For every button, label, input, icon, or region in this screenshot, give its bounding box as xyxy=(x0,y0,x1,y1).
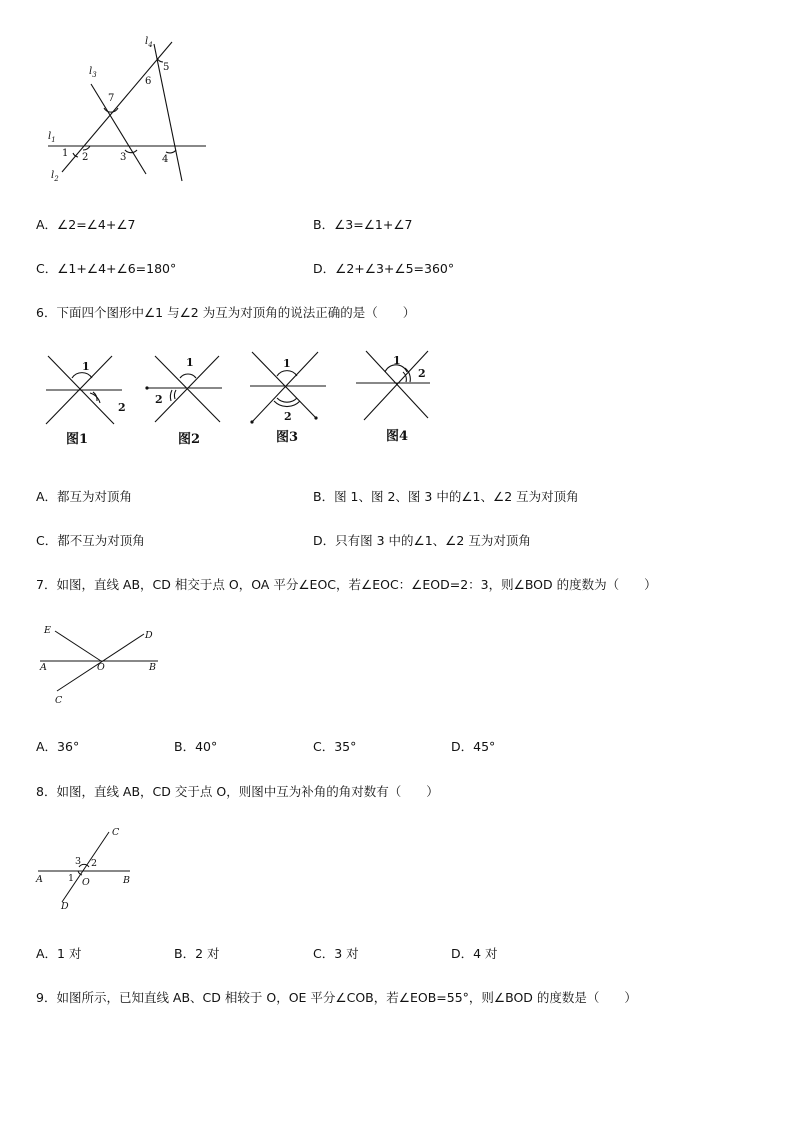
q8-option-b: B．2 对 xyxy=(174,946,220,961)
q5-option-c: C．∠1+∠4+∠6=180° xyxy=(36,261,177,276)
angle-label-3: 3 xyxy=(120,152,127,163)
q9-stem: 9．如图所示，已知直线 AB、CD 相较于 O，OE 平分∠COB，若∠EOB=55°，则∠BOD 的度数是（ ） xyxy=(36,990,637,1005)
label-a: A xyxy=(36,874,43,885)
label-a: A xyxy=(40,662,47,673)
fig3-angle-1: 1 xyxy=(283,357,291,370)
fig1-angle-2: 2 xyxy=(118,401,126,414)
label-l3: $l_3$ xyxy=(89,66,97,79)
q8-option-d: D．4 对 xyxy=(451,946,498,961)
q6-option-b: B．图 1、图 2、图 3 中的∠1、∠2 互为对顶角 xyxy=(313,489,579,504)
q5-option-a: A．∠2=∠4+∠7 xyxy=(36,217,136,232)
fig1-caption: 图1 xyxy=(66,432,89,447)
fig2-caption: 图2 xyxy=(178,432,201,447)
q7-option-b: B．40° xyxy=(174,739,218,754)
q8-stem: 8．如图，直线 AB，CD 交于点 O，则图中互为补角的角对数有（ ） xyxy=(36,784,439,799)
q8-option-a: A．1 对 xyxy=(36,946,82,961)
fig4-angle-1: 1 xyxy=(393,354,401,367)
q7-option-a: A．36° xyxy=(36,739,80,754)
fig2-angle-1: 1 xyxy=(186,356,194,369)
fig3-angle-2: 2 xyxy=(284,410,292,423)
fig3-caption: 图3 xyxy=(276,430,299,445)
angle-label-4: 4 xyxy=(162,154,169,165)
angle-label-6: 6 xyxy=(145,76,152,87)
label-e: E xyxy=(44,625,51,636)
label-l1: $l_1$ xyxy=(48,131,56,144)
angle-label-1: 1 xyxy=(62,148,69,159)
q6-option-c: C．都不互为对顶角 xyxy=(36,533,145,548)
fig1-angle-1: 1 xyxy=(82,360,90,373)
angle-label-1: 1 xyxy=(68,873,75,884)
fig2-angle-2: 2 xyxy=(155,393,163,406)
angle-label-2: 2 xyxy=(91,858,98,869)
label-c: C xyxy=(55,695,63,706)
fig4-caption: 图4 xyxy=(386,429,409,444)
fig4-angle-2: 2 xyxy=(418,367,426,380)
angle-label-5: 5 xyxy=(163,62,170,73)
label-b: B xyxy=(123,875,130,886)
q6-option-a: A．都互为对顶角 xyxy=(36,489,133,504)
q6-option-d: D．只有图 3 中的∠1、∠2 互为对顶角 xyxy=(313,533,531,548)
q7-option-c: C．35° xyxy=(313,739,357,754)
angle-label-2: 2 xyxy=(82,152,89,163)
q7-stem: 7．如图，直线 AB，CD 相交于点 O，OA 平分∠EOC，若∠EOC：∠EOD=2：3，则∠BOD 的度数为（ ） xyxy=(36,577,657,592)
q6-stem: 6．下面四个图形中∠1 与∠2 为互为对顶角的说法正确的是（ ） xyxy=(36,305,416,320)
angle-label-3: 3 xyxy=(75,856,82,867)
label-o: O xyxy=(97,662,105,673)
label-l4: $l_4$ xyxy=(145,36,153,49)
q5-option-d: D．∠2+∠3+∠5=360° xyxy=(313,261,455,276)
label-o: O xyxy=(82,877,90,888)
label-d: D xyxy=(145,630,153,641)
label-b: B xyxy=(149,662,156,673)
label-c: C xyxy=(112,827,120,838)
label-d: D xyxy=(61,901,69,912)
label-l2: $l_2$ xyxy=(51,170,59,183)
q7-option-d: D．45° xyxy=(451,739,496,754)
q5-option-b: B．∠3=∠1+∠7 xyxy=(313,217,413,232)
angle-label-7: 7 xyxy=(108,93,115,104)
q8-option-c: C．3 对 xyxy=(313,946,359,961)
